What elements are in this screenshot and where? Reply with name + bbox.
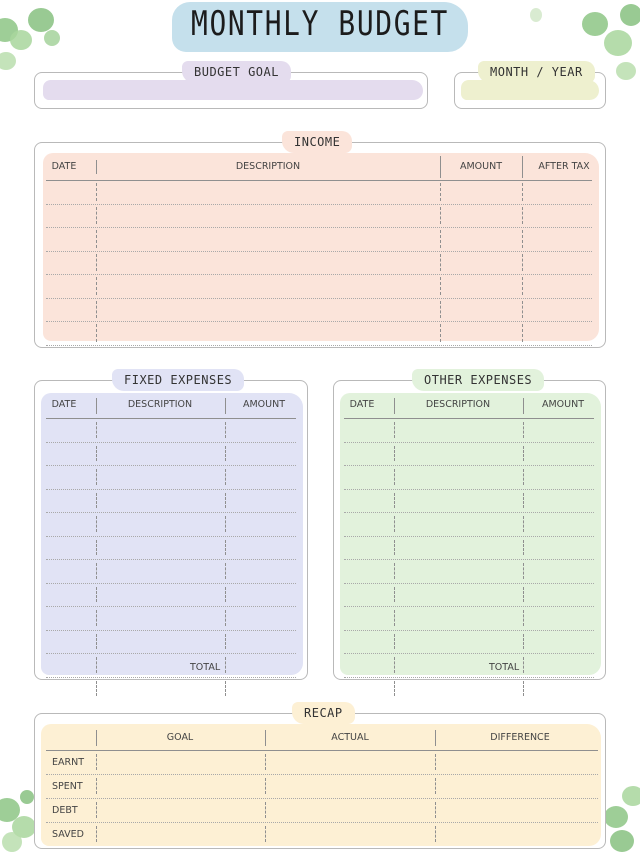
recap-col-goal: GOAL xyxy=(166,732,194,743)
table-row[interactable] xyxy=(46,606,296,607)
income-col-description: DESCRIPTION xyxy=(235,161,301,172)
table-row[interactable] xyxy=(46,559,296,560)
table-row[interactable] xyxy=(344,559,594,560)
fixed-col-date: DATE xyxy=(51,399,77,410)
income-table xyxy=(34,142,606,348)
table-row[interactable] xyxy=(46,227,592,228)
fixed-col-amount: AMOUNT xyxy=(242,399,286,410)
fixed-expenses-table xyxy=(34,380,308,680)
table-row[interactable] xyxy=(344,512,594,513)
table-row[interactable] xyxy=(46,489,296,490)
recap-col-difference: DIFFERENCE xyxy=(490,732,550,743)
table-row[interactable] xyxy=(344,653,594,654)
table-row[interactable] xyxy=(46,321,592,322)
page-title: MONTHLY BUDGET xyxy=(191,4,449,44)
table-row[interactable] xyxy=(344,442,594,443)
other-total-label: TOTAL xyxy=(489,662,520,673)
other-col-description: DESCRIPTION xyxy=(425,399,491,410)
table-row[interactable] xyxy=(46,798,598,799)
table-row[interactable] xyxy=(46,774,598,775)
table-row[interactable] xyxy=(46,298,592,299)
table-row[interactable] xyxy=(46,251,592,252)
recap-col-actual: ACTUAL xyxy=(331,732,369,743)
table-row[interactable] xyxy=(46,583,296,584)
income-col-after-tax: AFTER TAX xyxy=(538,161,590,172)
table-row[interactable] xyxy=(344,606,594,607)
fixed-expenses-label: FIXED EXPENSES xyxy=(112,369,244,391)
table-row[interactable] xyxy=(46,442,296,443)
recap-row-label: SPENT xyxy=(52,781,83,792)
table-row[interactable] xyxy=(344,677,594,678)
table-row[interactable] xyxy=(344,489,594,490)
budget-goal-label: BUDGET GOAL xyxy=(182,61,291,83)
table-row[interactable] xyxy=(46,630,296,631)
table-row[interactable] xyxy=(46,653,296,654)
recap-row-label: DEBT xyxy=(52,805,78,816)
income-col-date: DATE xyxy=(51,161,77,172)
other-col-date: DATE xyxy=(349,399,375,410)
table-row[interactable] xyxy=(344,630,594,631)
recap-row-label: SAVED xyxy=(52,829,84,840)
table-row[interactable] xyxy=(46,274,592,275)
table-row[interactable] xyxy=(344,465,594,466)
table-row[interactable] xyxy=(46,822,598,823)
table-row[interactable] xyxy=(46,677,296,678)
month-year-label: MONTH / YEAR xyxy=(478,61,595,83)
table-row[interactable] xyxy=(46,345,592,346)
other-col-amount: AMOUNT xyxy=(541,399,585,410)
table-row[interactable] xyxy=(344,536,594,537)
other-expenses-table xyxy=(333,380,606,680)
fixed-total-label: TOTAL xyxy=(190,662,221,673)
table-row[interactable] xyxy=(344,583,594,584)
table-row[interactable] xyxy=(46,204,592,205)
table-row[interactable] xyxy=(46,536,296,537)
income-col-amount: AMOUNT xyxy=(459,161,503,172)
recap-row-label: EARNT xyxy=(52,757,85,768)
fixed-col-description: DESCRIPTION xyxy=(127,399,193,410)
other-expenses-label: OTHER EXPENSES xyxy=(412,369,544,391)
recap-label: RECAP xyxy=(292,702,355,724)
income-label: INCOME xyxy=(282,131,352,153)
table-row[interactable] xyxy=(46,512,296,513)
table-row[interactable] xyxy=(46,465,296,466)
